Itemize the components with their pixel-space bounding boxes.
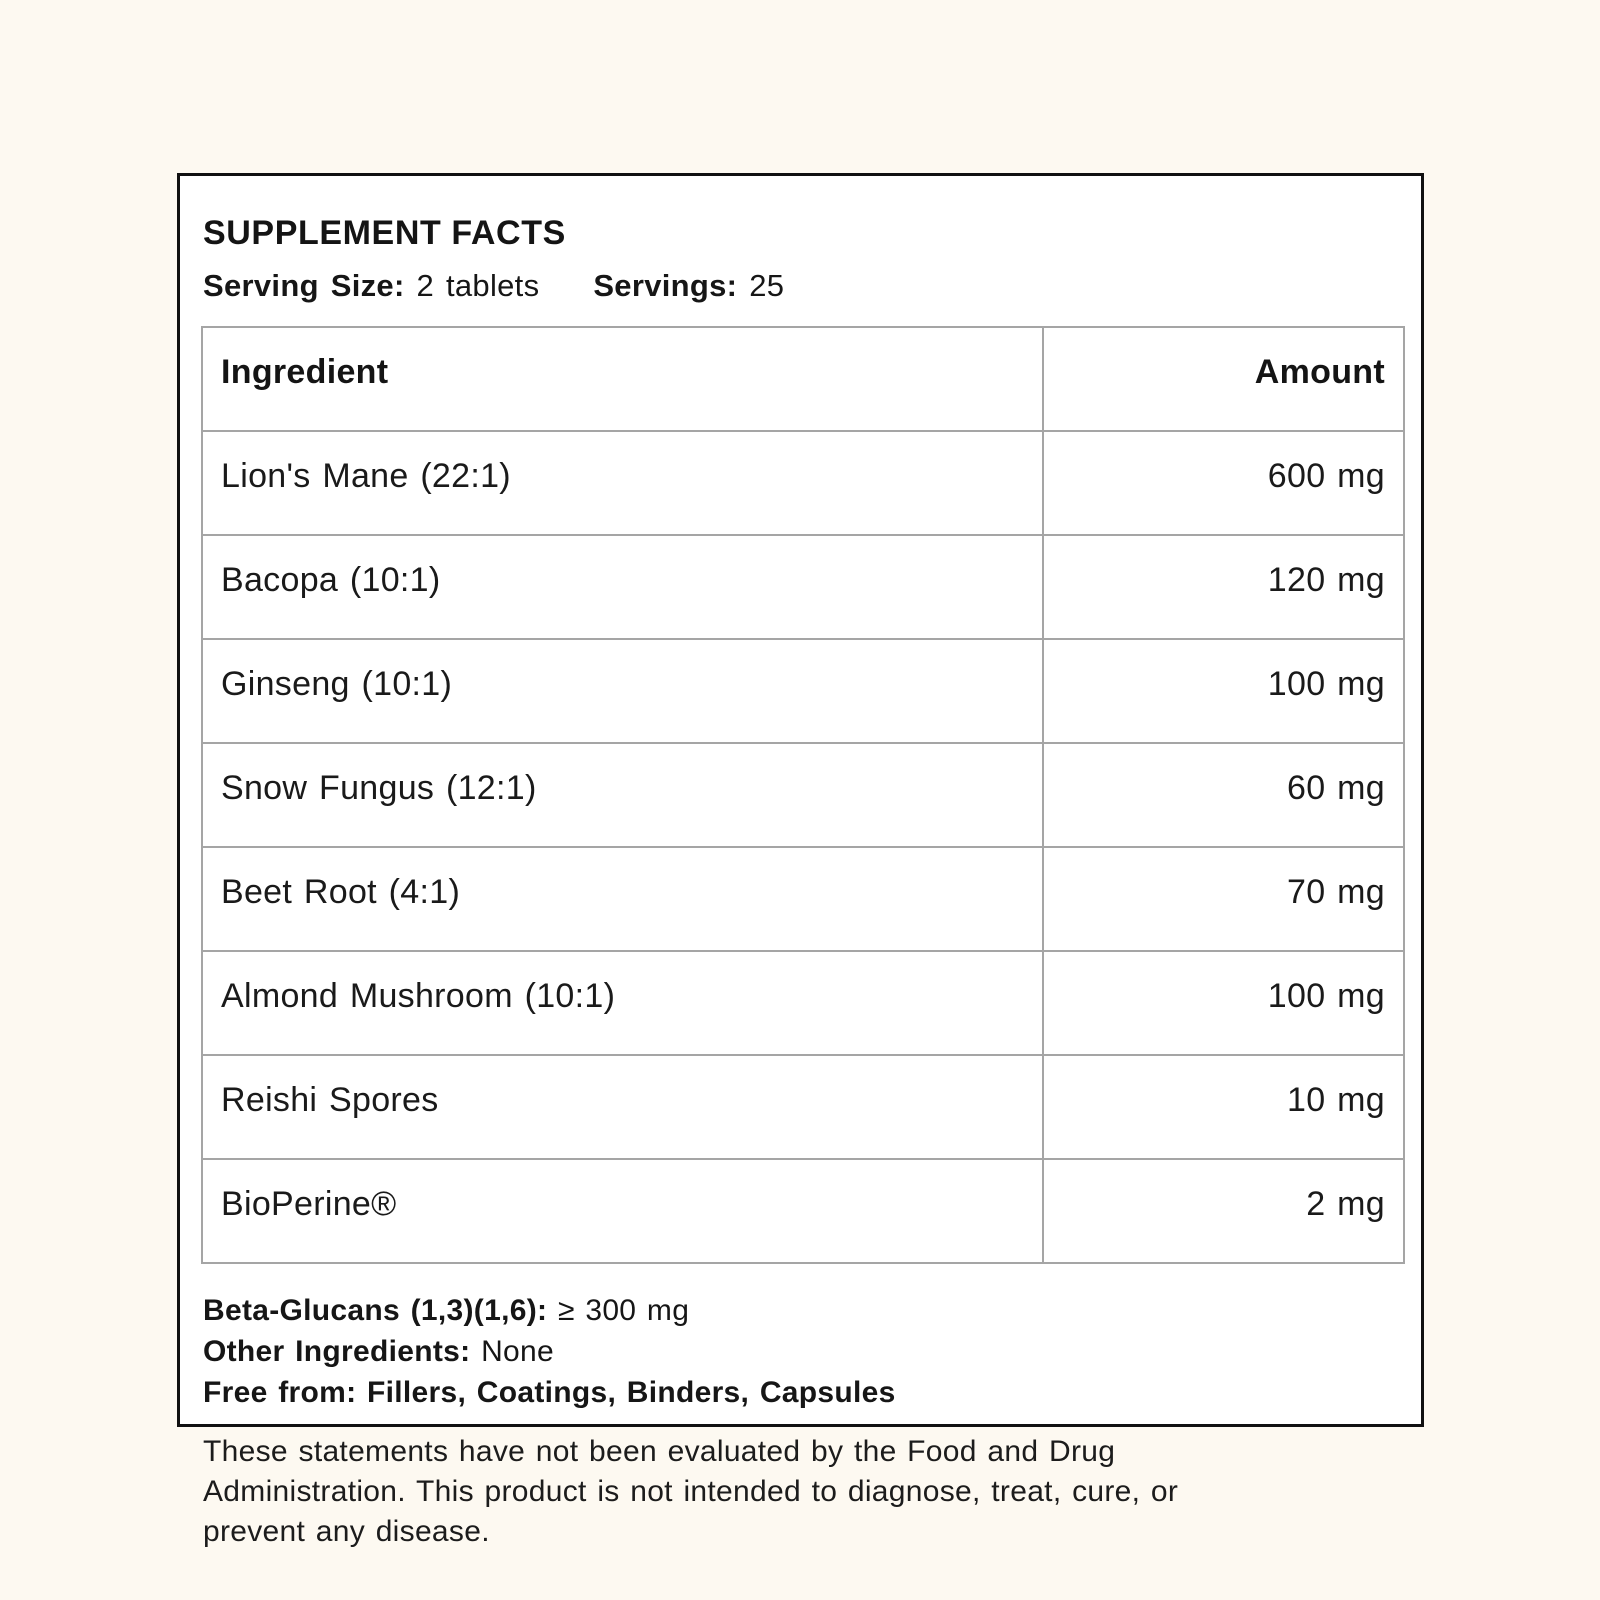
- other-ingredients-note: [203, 1331, 1401, 1372]
- panel-title: SUPPLEMENT FACTS: [203, 214, 566, 252]
- serving-info-line: [203, 268, 1401, 304]
- ingredient-name: Almond Mushroom (10:1): [202, 951, 1043, 1055]
- fda-disclaimer: [203, 1432, 1401, 1552]
- fda-disclaimer-line: These statements have not been evaluated by the Food and Drug: [203, 1435, 1116, 1468]
- notes-section: [203, 1290, 1401, 1413]
- table-row: [202, 743, 1404, 847]
- beta-glucans-value: ≥ 300 mg: [557, 1294, 690, 1327]
- servings-value: 25: [749, 268, 785, 303]
- beta-glucans-label: Beta-Glucans (1,3)(1,6):: [203, 1294, 548, 1327]
- serving-size-label: Serving Size:: [203, 268, 405, 303]
- ingredient-name: Snow Fungus (12:1): [202, 743, 1043, 847]
- table-row: [202, 535, 1404, 639]
- other-ingredients-value: None: [481, 1335, 554, 1368]
- ingredient-amount: 2 mg: [1043, 1159, 1404, 1263]
- table-row: [202, 847, 1404, 951]
- amount-column-header: Amount: [1043, 327, 1404, 431]
- ingredient-column-header: Ingredient: [202, 327, 1043, 431]
- ingredient-amount: 60 mg: [1043, 743, 1404, 847]
- servings-label: Servings:: [593, 268, 738, 303]
- fda-disclaimer-line: Administration. This product is not intended to diagnose, treat, cure, or: [203, 1475, 1179, 1508]
- ingredient-name: Bacopa (10:1): [202, 535, 1043, 639]
- free-from-label: Free from:: [203, 1376, 357, 1409]
- ingredient-amount: 600 mg: [1043, 431, 1404, 535]
- ingredient-name: Lion's Mane (22:1): [202, 431, 1043, 535]
- supplement-facts-panel: [177, 173, 1424, 1548]
- table-row: [202, 639, 1404, 743]
- beta-glucans-note: [203, 1290, 1401, 1331]
- fda-disclaimer-line: prevent any disease.: [203, 1515, 490, 1548]
- table-row: [202, 1159, 1404, 1263]
- table-row: [202, 1055, 1404, 1159]
- free-from-value: Fillers, Coatings, Binders, Capsules: [367, 1376, 896, 1409]
- ingredients-table-body: [202, 431, 1404, 1263]
- table-header-row: [202, 327, 1404, 431]
- ingredient-name: Reishi Spores: [202, 1055, 1043, 1159]
- ingredient-name: BioPerine®: [202, 1159, 1043, 1263]
- ingredients-table: [201, 326, 1405, 1264]
- table-row: [202, 951, 1404, 1055]
- ingredient-amount: 100 mg: [1043, 951, 1404, 1055]
- ingredient-amount: 10 mg: [1043, 1055, 1404, 1159]
- ingredient-amount: 100 mg: [1043, 639, 1404, 743]
- free-from-note: [203, 1372, 1401, 1413]
- ingredient-name: Beet Root (4:1): [202, 847, 1043, 951]
- ingredient-amount: 70 mg: [1043, 847, 1404, 951]
- other-ingredients-label: Other Ingredients:: [203, 1335, 471, 1368]
- ingredient-amount: 120 mg: [1043, 535, 1404, 639]
- serving-size-value: 2 tablets: [416, 268, 540, 303]
- ingredient-name: Ginseng (10:1): [202, 639, 1043, 743]
- table-row: [202, 431, 1404, 535]
